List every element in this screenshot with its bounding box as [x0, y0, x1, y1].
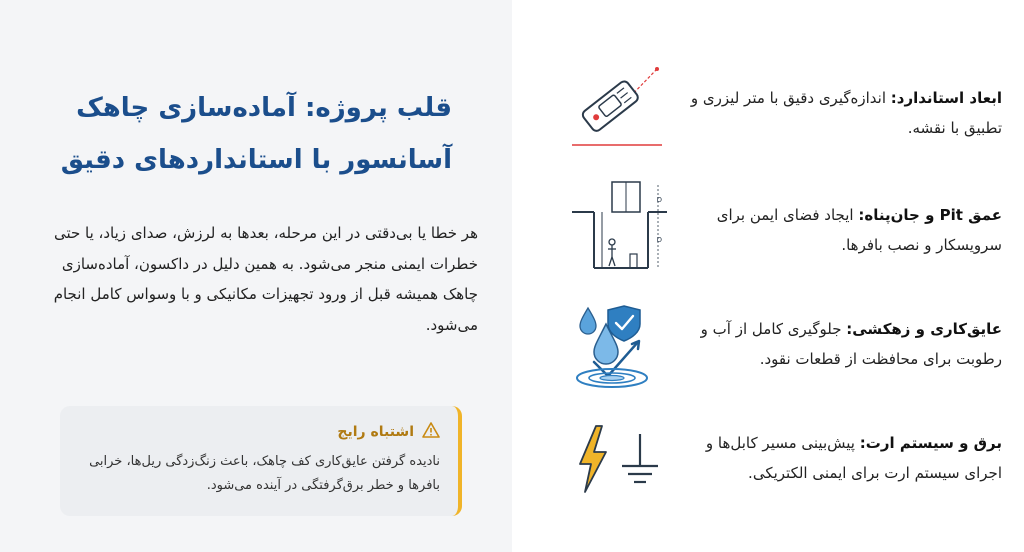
item-description: اندازه‌گیری دقیق با متر لیزری و تطبیق با نقشه. [690, 89, 1002, 137]
item-title: عایق‌کاری و زهکشی: [846, 320, 1002, 338]
feature-item-waterproofing [512, 300, 1002, 400]
title-line-2: آسانسور با استانداردهای دقیق [60, 145, 452, 175]
feature-item-electrical [512, 420, 1002, 520]
page-title [32, 82, 452, 186]
item-description: پیش‌بینی مسیر کابل‌ها و اجرای سیستم ارت برای ایمنی الکتریکی. [705, 434, 1002, 482]
feature-item-dimensions [512, 65, 1002, 165]
right-panel [512, 0, 1024, 552]
warning-text: نادیده گرفتن عایق‌کاری کف چاهک، باعث زنگ‌زدگی ریل‌ها، خرابی بافرها و خطر برق‌گرفتگی در آینده می‌شود. [89, 454, 440, 493]
warning-triangle-icon [422, 422, 440, 442]
laser-meter-icon [572, 65, 667, 160]
item-description: ایجاد فضای ایمن برای سرویسکار و نصب بافرها. [716, 206, 1002, 254]
svg-text:D: D [656, 196, 662, 204]
item-title: عمق Pit و جان‌پناه: [858, 206, 1002, 224]
warning-callout [60, 406, 462, 516]
warning-header [78, 420, 440, 444]
elevator-pit-icon [572, 180, 667, 275]
svg-text:D: D [656, 236, 662, 244]
intro-paragraph: هر خطا یا بی‌دقتی در این مرحله، بعدها به لرزش، صدای زیاد، یا حتی خطرات ایمنی منجر می‌شود. به همین دلیل در داکسون، آماده‌سازی چاهک همیشه قبل از ورود تجهیزات مکانیکی و با وسواس کامل انجام می‌شود. [53, 224, 478, 334]
feature-item-pit [512, 180, 1002, 280]
item-description: جلوگیری کامل از آب و رطوبت برای محافظت از قطعات نقود. [700, 320, 1002, 368]
title-line-1: قلب پروژه: آماده‌سازی چاهک [76, 93, 452, 123]
item-title: ابعاد استاندارد: [890, 89, 1002, 107]
waterproof-shield-icon [572, 300, 667, 395]
lightning-ground-icon [572, 420, 667, 515]
warning-title: اشتباه رایج [337, 424, 414, 440]
item-title: برق و سیستم ارت: [859, 434, 1002, 452]
